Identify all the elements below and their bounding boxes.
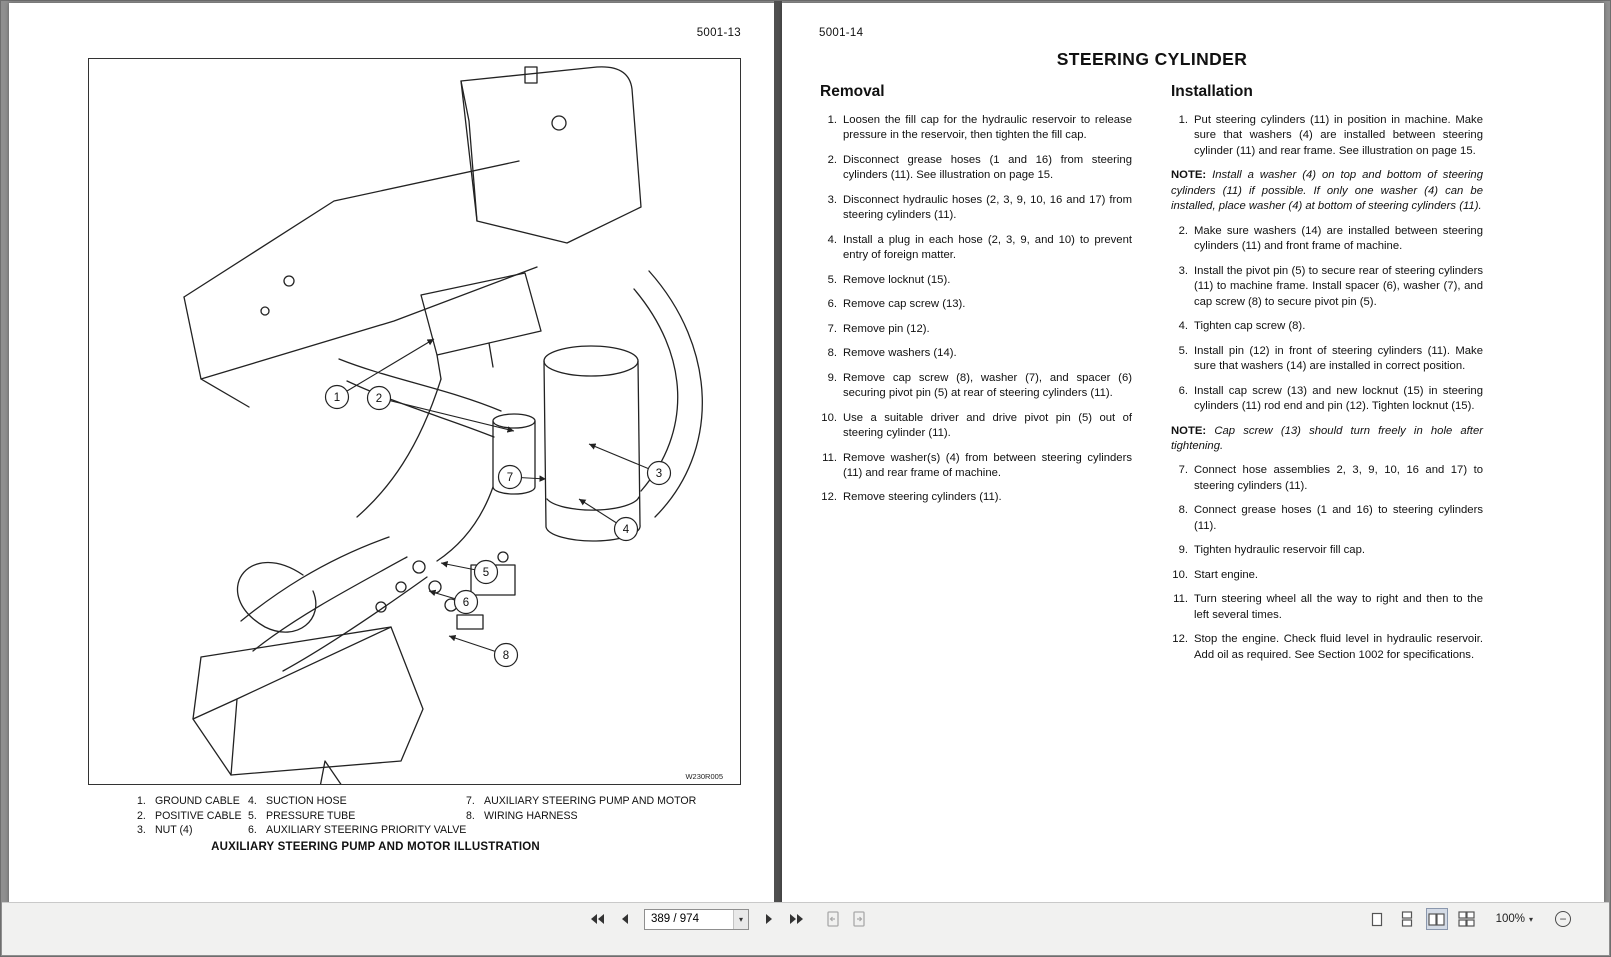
facing-continuous-layout-icon[interactable] bbox=[1456, 908, 1478, 930]
illustration-caption: AUXILIARY STEERING PUMP AND MOTOR ILLUSTRATION bbox=[211, 841, 540, 853]
zoom-level-value: 100% bbox=[1495, 913, 1525, 925]
legend-item: 2. POSITIVE CABLE bbox=[137, 809, 242, 822]
removal-heading: Removal bbox=[820, 83, 885, 100]
document-page-right bbox=[782, 3, 1604, 904]
removal-column bbox=[820, 83, 1132, 515]
numbered-step: 1. Loosen the fill cap for the hydraulic reservoir to release pressure in the reservoir, then tighten the fill cap. bbox=[827, 114, 1132, 142]
numbered-step: 11. Turn steering wheel all the way to right and then to the left several times. bbox=[1173, 593, 1483, 621]
legend-column bbox=[137, 794, 248, 838]
last-page-button[interactable] bbox=[785, 908, 807, 930]
figure-code: W230R005 bbox=[685, 772, 723, 781]
previous-page-button[interactable] bbox=[613, 908, 635, 930]
installation-steps bbox=[1171, 113, 1483, 663]
callout-numbers bbox=[326, 339, 671, 667]
first-page-button[interactable] bbox=[586, 908, 608, 930]
zoom-out-button[interactable] bbox=[1555, 911, 1571, 927]
numbered-step: 7. Remove pin (12). bbox=[827, 322, 930, 335]
numbered-step: 12. Stop the engine. Check fluid level in hydraulic reservoir. Add oil as required. See Section 1002 for specifications. bbox=[1172, 633, 1483, 661]
legend-item: 8. WIRING HARNESS bbox=[466, 809, 578, 822]
svg-text:8: 8 bbox=[502, 650, 510, 662]
numbered-step: 6. Install cap screw (13) and new locknut (15) in steering cylinders (11) rod end and pin (12). Tighten locknut (15). bbox=[1178, 384, 1483, 413]
svg-text:6: 6 bbox=[462, 597, 470, 609]
numbered-step: 8. Remove washers (14). bbox=[827, 347, 957, 360]
legend-item: 6. AUXILIARY STEERING PRIORITY VALVE bbox=[248, 824, 467, 836]
zoom-dropdown-caret-icon: ▾ bbox=[1528, 914, 1533, 924]
previous-view-icon[interactable] bbox=[822, 908, 844, 930]
svg-text:5: 5 bbox=[482, 567, 490, 579]
numbered-step: 1. Put steering cylinders (11) in position in machine. Make sure that washers (4) are installed between steering cylinder (11) and rear frame. See illustration on page 15. bbox=[1178, 114, 1483, 157]
zoom-level-select[interactable] bbox=[1496, 913, 1533, 925]
numbered-step: 10. Start engine. bbox=[1172, 568, 1259, 581]
installation-column bbox=[1171, 83, 1483, 672]
legend-item: 4. SUCTION HOSE bbox=[248, 795, 347, 807]
page-divider bbox=[774, 1, 782, 904]
minus-icon: − bbox=[1559, 912, 1567, 926]
page-number-left: 5001-13 bbox=[696, 27, 741, 39]
numbered-step: 9. Tighten hydraulic reservoir fill cap. bbox=[1178, 544, 1365, 557]
numbered-step: 5. Install pin (12) in front of steering cylinders (11). Make sure that washers (14) are installed in correct position. bbox=[1178, 344, 1483, 373]
numbered-step: 5. Remove locknut (15). bbox=[827, 273, 951, 286]
legend-item: 5. PRESSURE TUBE bbox=[248, 809, 356, 822]
page-navigation bbox=[586, 908, 870, 930]
page-number-input[interactable] bbox=[645, 910, 733, 929]
svg-text:7: 7 bbox=[506, 472, 514, 484]
numbered-step: 4. Install a plug in each hose (2, 3, 9, and 10) to prevent entry of foreign matter. bbox=[827, 233, 1132, 262]
section-title: STEERING CYLINDER bbox=[1056, 49, 1248, 69]
note-paragraph: NOTE: Install a washer (4) on top and bottom of steering cylinders (11) if possible. If only one washer (4) can be installed, place washer (4) at bottom of steering cylinders (11). bbox=[1171, 169, 1483, 213]
legend-column bbox=[466, 794, 696, 838]
svg-text:4: 4 bbox=[622, 524, 630, 536]
svg-text:2: 2 bbox=[375, 393, 383, 405]
numbered-step: 2. Disconnect grease hoses (1 and 16) from steering cylinders (11). See illustration on page 15. bbox=[827, 153, 1132, 182]
legend-item: 7. AUXILIARY STEERING PUMP AND MOTOR bbox=[466, 795, 697, 807]
document-page-left bbox=[9, 3, 774, 904]
legend-item: 1. GROUND CABLE bbox=[137, 795, 240, 807]
continuous-layout-icon[interactable] bbox=[1396, 908, 1418, 930]
view-history-group bbox=[822, 908, 870, 930]
page-number-combo bbox=[644, 909, 749, 930]
numbered-step: 3. Install the pivot pin (5) to secure rear of steering cylinders (11) to machine frame. Install spacer (6), washer (7), and cap screw (8) to secure pivot pin (5). bbox=[1178, 264, 1483, 308]
parts-legend bbox=[137, 794, 696, 838]
facing-pages-layout-icon[interactable] bbox=[1426, 908, 1448, 930]
next-page-button[interactable] bbox=[758, 908, 780, 930]
note-paragraph: NOTE: Cap screw (13) should turn freely in hole after tightening. bbox=[1171, 424, 1483, 452]
viewer-toolbar bbox=[2, 902, 1609, 955]
page-dropdown-caret-icon[interactable]: ▾ bbox=[733, 910, 748, 929]
installation-heading: Installation bbox=[1171, 83, 1253, 100]
numbered-step: 3. Disconnect hydraulic hoses (2, 3, 9, 10, 16 and 17) from steering cylinders (11). bbox=[827, 193, 1132, 222]
page-number-right: 5001-14 bbox=[819, 27, 864, 39]
numbered-step: 10. Use a suitable driver and drive pivot pin (5) out of steering cylinder (11). bbox=[821, 411, 1132, 440]
numbered-step: 4. Tighten cap screw (8). bbox=[1178, 320, 1306, 333]
technical-illustration bbox=[88, 58, 741, 785]
numbered-step: 9. Remove cap screw (8), washer (7), and spacer (6) securing pivot pin (5) at rear of steering cylinders (11). bbox=[827, 371, 1132, 400]
single-page-layout-icon[interactable] bbox=[1366, 908, 1388, 930]
pump-motor-line-drawing bbox=[89, 59, 740, 784]
legend-item: 3. NUT (4) bbox=[137, 824, 193, 836]
svg-text:3: 3 bbox=[655, 468, 663, 480]
numbered-step: 2. Make sure washers (14) are installed between steering cylinders (11) and front frame of machine. bbox=[1178, 224, 1483, 253]
numbered-step: 12. Remove steering cylinders (11). bbox=[821, 491, 1002, 504]
numbered-step: 6. Remove cap screw (13). bbox=[827, 298, 966, 311]
numbered-step: 8. Connect grease hoses (1 and 16) to steering cylinders (11). bbox=[1178, 504, 1483, 532]
numbered-step: 7. Connect hose assemblies 2, 3, 9, 10, 16 and 17) to steering cylinders (11). bbox=[1178, 464, 1483, 492]
legend-column bbox=[248, 794, 466, 838]
zoom-and-layout-controls bbox=[1366, 908, 1571, 930]
svg-text:1: 1 bbox=[333, 392, 341, 404]
next-view-icon[interactable] bbox=[848, 908, 870, 930]
numbered-step: 11. Remove washer(s) (4) from between steering cylinders (11) and rear frame of machine. bbox=[822, 451, 1132, 479]
removal-steps bbox=[820, 113, 1132, 506]
